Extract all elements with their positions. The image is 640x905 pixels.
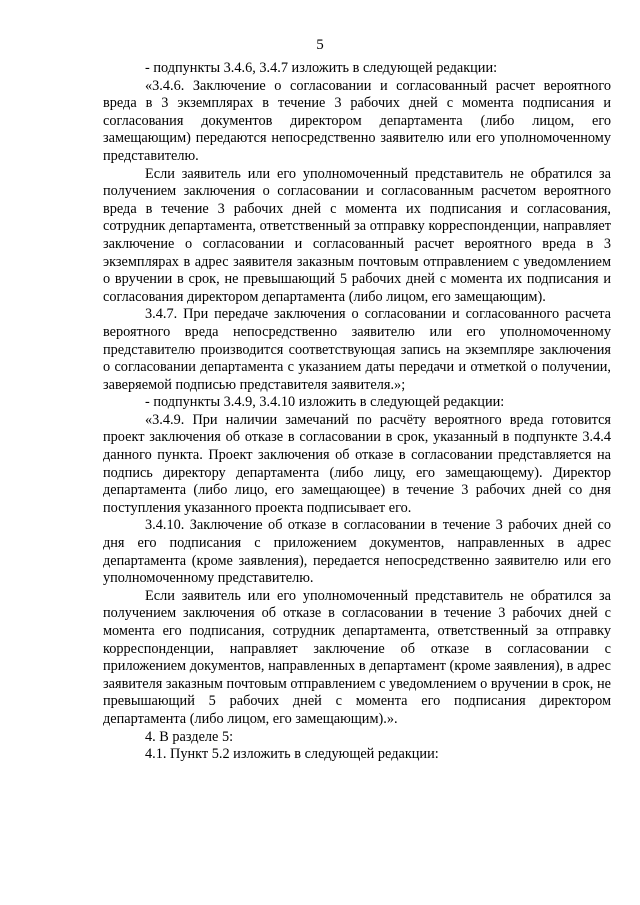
paragraph-amend-3-4-9-3-4-10: - подпункты 3.4.9, 3.4.10 изложить в следующей редакции:: [145, 394, 505, 411]
paragraph-3-4-6-mail-delivery: Если заявитель или его уполномоченный представитель не обратился за получением заключения о согласовании и согласованным расчетом вероятного вреда в течение 3 рабочих дней с момента их подписания и согласования, сотрудник департамента, ответственный за отправку корреспонденции, направляет заключение о согласовании и согласованный расчет вероятного вреда в 3 экземплярах в адрес заявителя заказным почтовым отправлением с уведомлением о вручении в срок, не превышающий 5 рабочих дней с момента их подписания и согласования директором департамента (либо лицом, его замещающим).: [103, 165, 611, 305]
paragraph-section-5: 4. В разделе 5:: [145, 728, 234, 745]
paragraph-3-4-10: 3.4.10. Заключение об отказе в согласовании в течение 3 рабочих дней со дня его подписания с приложением документов, направленных в адрес департамента (кроме заявления), передается непосредственно заявителю или его уполномоченному представителю.: [103, 517, 611, 587]
paragraph-5-2: 4.1. Пункт 5.2 изложить в следующей редакции:: [145, 746, 439, 763]
paragraph-3-4-6: «3.4.6. Заключение о согласовании и согласованный расчет вероятного вреда в 3 экземплярах в течение 3 рабочих дней с момента подписания и согласования документов директором департамента (либо лицом, его замещающим) передаются непосредственно заявителю или его уполномоченному представителю.: [103, 77, 611, 164]
document-body: [103, 60, 611, 764]
paragraph-3-4-7: 3.4.7. При передаче заключения о согласовании и согласованного расчета вероятного вреда непосредственно заявителю или его уполномоченному представителю производится соответствующая запись на экземпляре заключения о согласовании департамента с указанием даты передачи и отметкой о получении, заверяемой подписью представителя заявителя.»;: [103, 306, 611, 393]
paragraph-amend-3-4-6-3-4-7: - подпункты 3.4.6, 3.4.7 изложить в следующей редакции:: [145, 60, 498, 76]
paragraph-3-4-9: «3.4.9. При наличии замечаний по расчёту вероятного вреда готовится проект заключения об отказе в согласовании в срок, указанный в подпункте 3.4.4 данного пункта. Проект заключения об отказе в согласовании представляется на подпись директору департамента (либо лицу, его замещающему). Директор департамента (либо лицо, его замещающее) в течение 3 рабочих дней со дня поступления указанного проекта подписывает его.: [103, 411, 611, 516]
paragraph-3-4-10-mail-delivery: Если заявитель или его уполномоченный представитель не обратился за получением заключения об отказе в согласовании в течение 3 рабочих дней с момента его подписания, сотрудник департамента, ответственный за отправку корреспонденции, направляет заключение об отказе в согласовании с приложением документов, направленных в департамент (кроме заявления), в адрес заявителя заказным почтовым отправлением с уведомлением о вручении в срок, не превышающий 5 рабочих дней с момента его подписания директором департамента (либо лицом, его замещающим).».: [103, 587, 611, 727]
page-number: 5: [316, 37, 324, 53]
